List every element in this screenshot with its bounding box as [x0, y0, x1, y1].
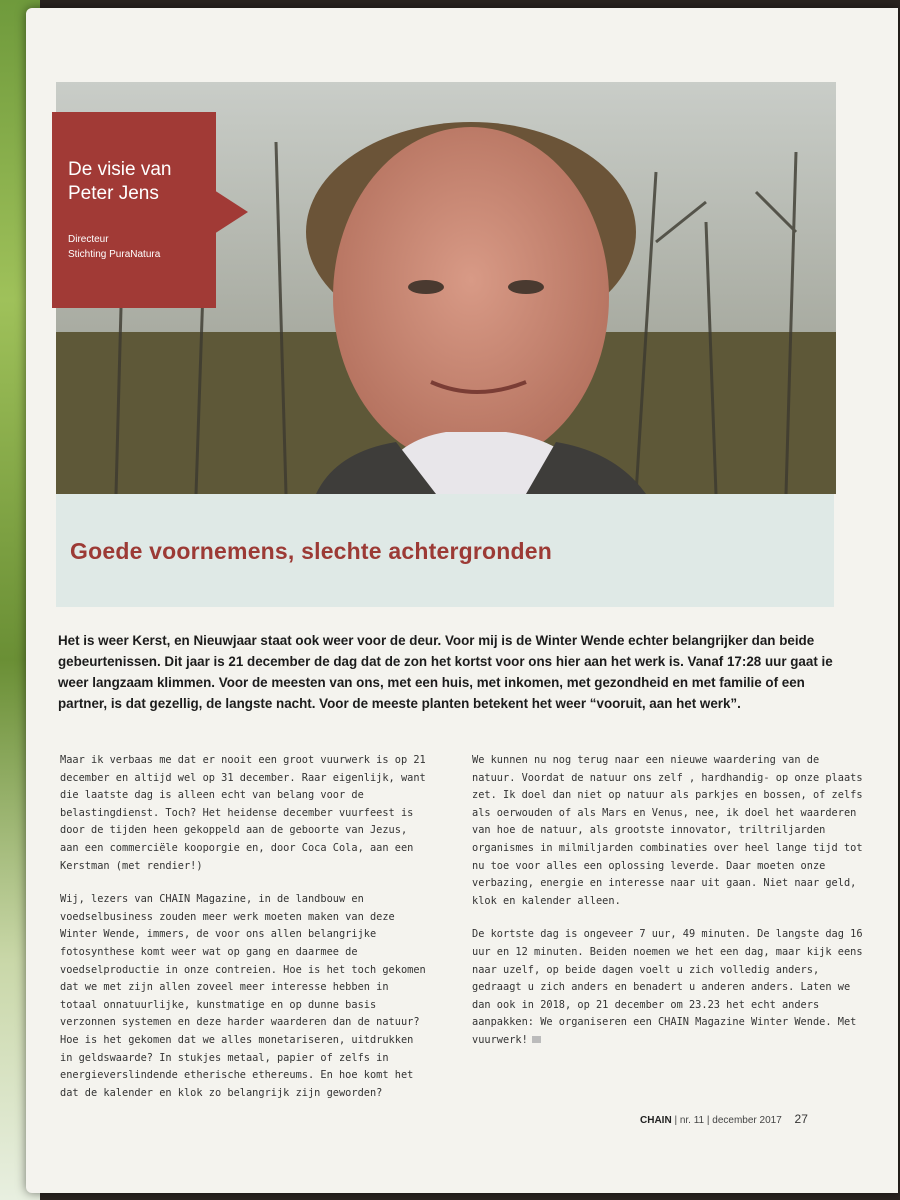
- page-number: 27: [794, 1112, 808, 1126]
- right-paragraph-2: [472, 926, 867, 1049]
- badge-role: [68, 232, 218, 262]
- page-footer: [640, 1112, 808, 1126]
- left-column: [60, 752, 430, 1118]
- article-headline: Goede voornemens, slechte achtergronden: [70, 538, 552, 564]
- badge-title-line2: Peter Jens: [68, 183, 159, 204]
- headline-box: [56, 494, 834, 607]
- badge-role-line2: Stichting PuraNatura: [68, 249, 161, 260]
- end-mark-icon: [532, 1036, 541, 1043]
- badge-title: [68, 158, 218, 206]
- footer-issue: | nr. 11 | december 2017: [674, 1115, 782, 1126]
- badge-title-line1: De visie van: [68, 159, 172, 180]
- left-paragraph-1: Maar ik verbaas me dat er nooit een groot vuurwerk is op 21 december en altijd wel op 31 december. Raar eigenlijk, want die laatste dag is alleen echt van belang voor de belastingdienst. Toch? Het heidense december vuurfeest is door de tijden heen gekoppeld aan de geboorte van Jezus, aan een commerciële kooporgie en, door Coca Cola, aan een Kerstman (met rendier!): [60, 754, 426, 872]
- right-column: [472, 752, 867, 1066]
- author-badge: [52, 112, 216, 308]
- right-paragraph-1: We kunnen nu nog terug naar een nieuwe waardering van de natuur. Voordat de natuur ons zelf , hardhandig- op onze plaats zet. Ik doel dan niet op natuur als parkjes en bossen, of zelfs als oerwouden of als Mars en Venus, nee, ik doel het waarderen van hoe de natuur, als grootste innovator, triltriljarden organismes in milmiljarden combinaties over heel lange tijd tot nu toe voor alles een oplossing leverde. Daar moeten onze verbazing, energie en interesse naar uit gaan. Niet naar geld, klok en kalender alleen.: [472, 754, 863, 907]
- footer-magazine: CHAIN: [640, 1115, 672, 1126]
- right-paragraph-2-text: De kortste dag is ongeveer 7 uur, 49 minuten. De langste dag 16 uur en 12 minuten. Beiden noemen we het een dag, maar kijk eens naar uzelf, op beide dagen voelt u zich volledig anders, gedraagt u zich anders en benadert u anderen anders. Laten we dan ook in 2018, op 21 december om 23.23 het echt anders aanpakken: We organiseren een CHAIN Magazine Winter Wende. Met vuurwerk!: [472, 928, 863, 1046]
- badge-role-line1: Directeur: [68, 234, 109, 245]
- article-intro: Het is weer Kerst, en Nieuwjaar staat ook weer voor de deur. Voor mij is de Winter Wende echter belangrijker dan beide gebeurtenissen. Dit jaar is 21 december de dag dat de zon het kortst voor ons hier aan het werk is. Vanaf 17:28 uur gaat ie weer langzaam klimmen. Voor de meesten van ons, met een huis, met inkomen, met gezondheid en met familie of een partner, is dat gezellig, de langste nacht. Voor de meeste planten betekent het weer “vooruit, aan het werk”.: [58, 633, 833, 711]
- badge-arrow: [214, 190, 248, 234]
- left-paragraph-2: Wij, lezers van CHAIN Magazine, in de landbouw en voedselbusiness zouden meer werk moeten maken van deze Winter Wende, immers, de voor ons allen belangrijke fotosynthese komt weer wat op gang en daarmee de voedselproductie in onze contreien. Hoe is het toch gekomen dat we met zijn allen zoveel meer interesse hebben in totaal onnatuurlijke, kunstmatige en op dunne basis verzonnen systemen en deze harder waarderen dan de natuur? Hoe is het gekomen dat we alles monetariseren, uitdrukken in geldswaarde? In stukjes metaal, papier of zelfs in energieverslindende etherische ethereums. En hoe komt het dat de kalender en klok zo belangrijk zijn geworden?: [60, 893, 426, 1099]
